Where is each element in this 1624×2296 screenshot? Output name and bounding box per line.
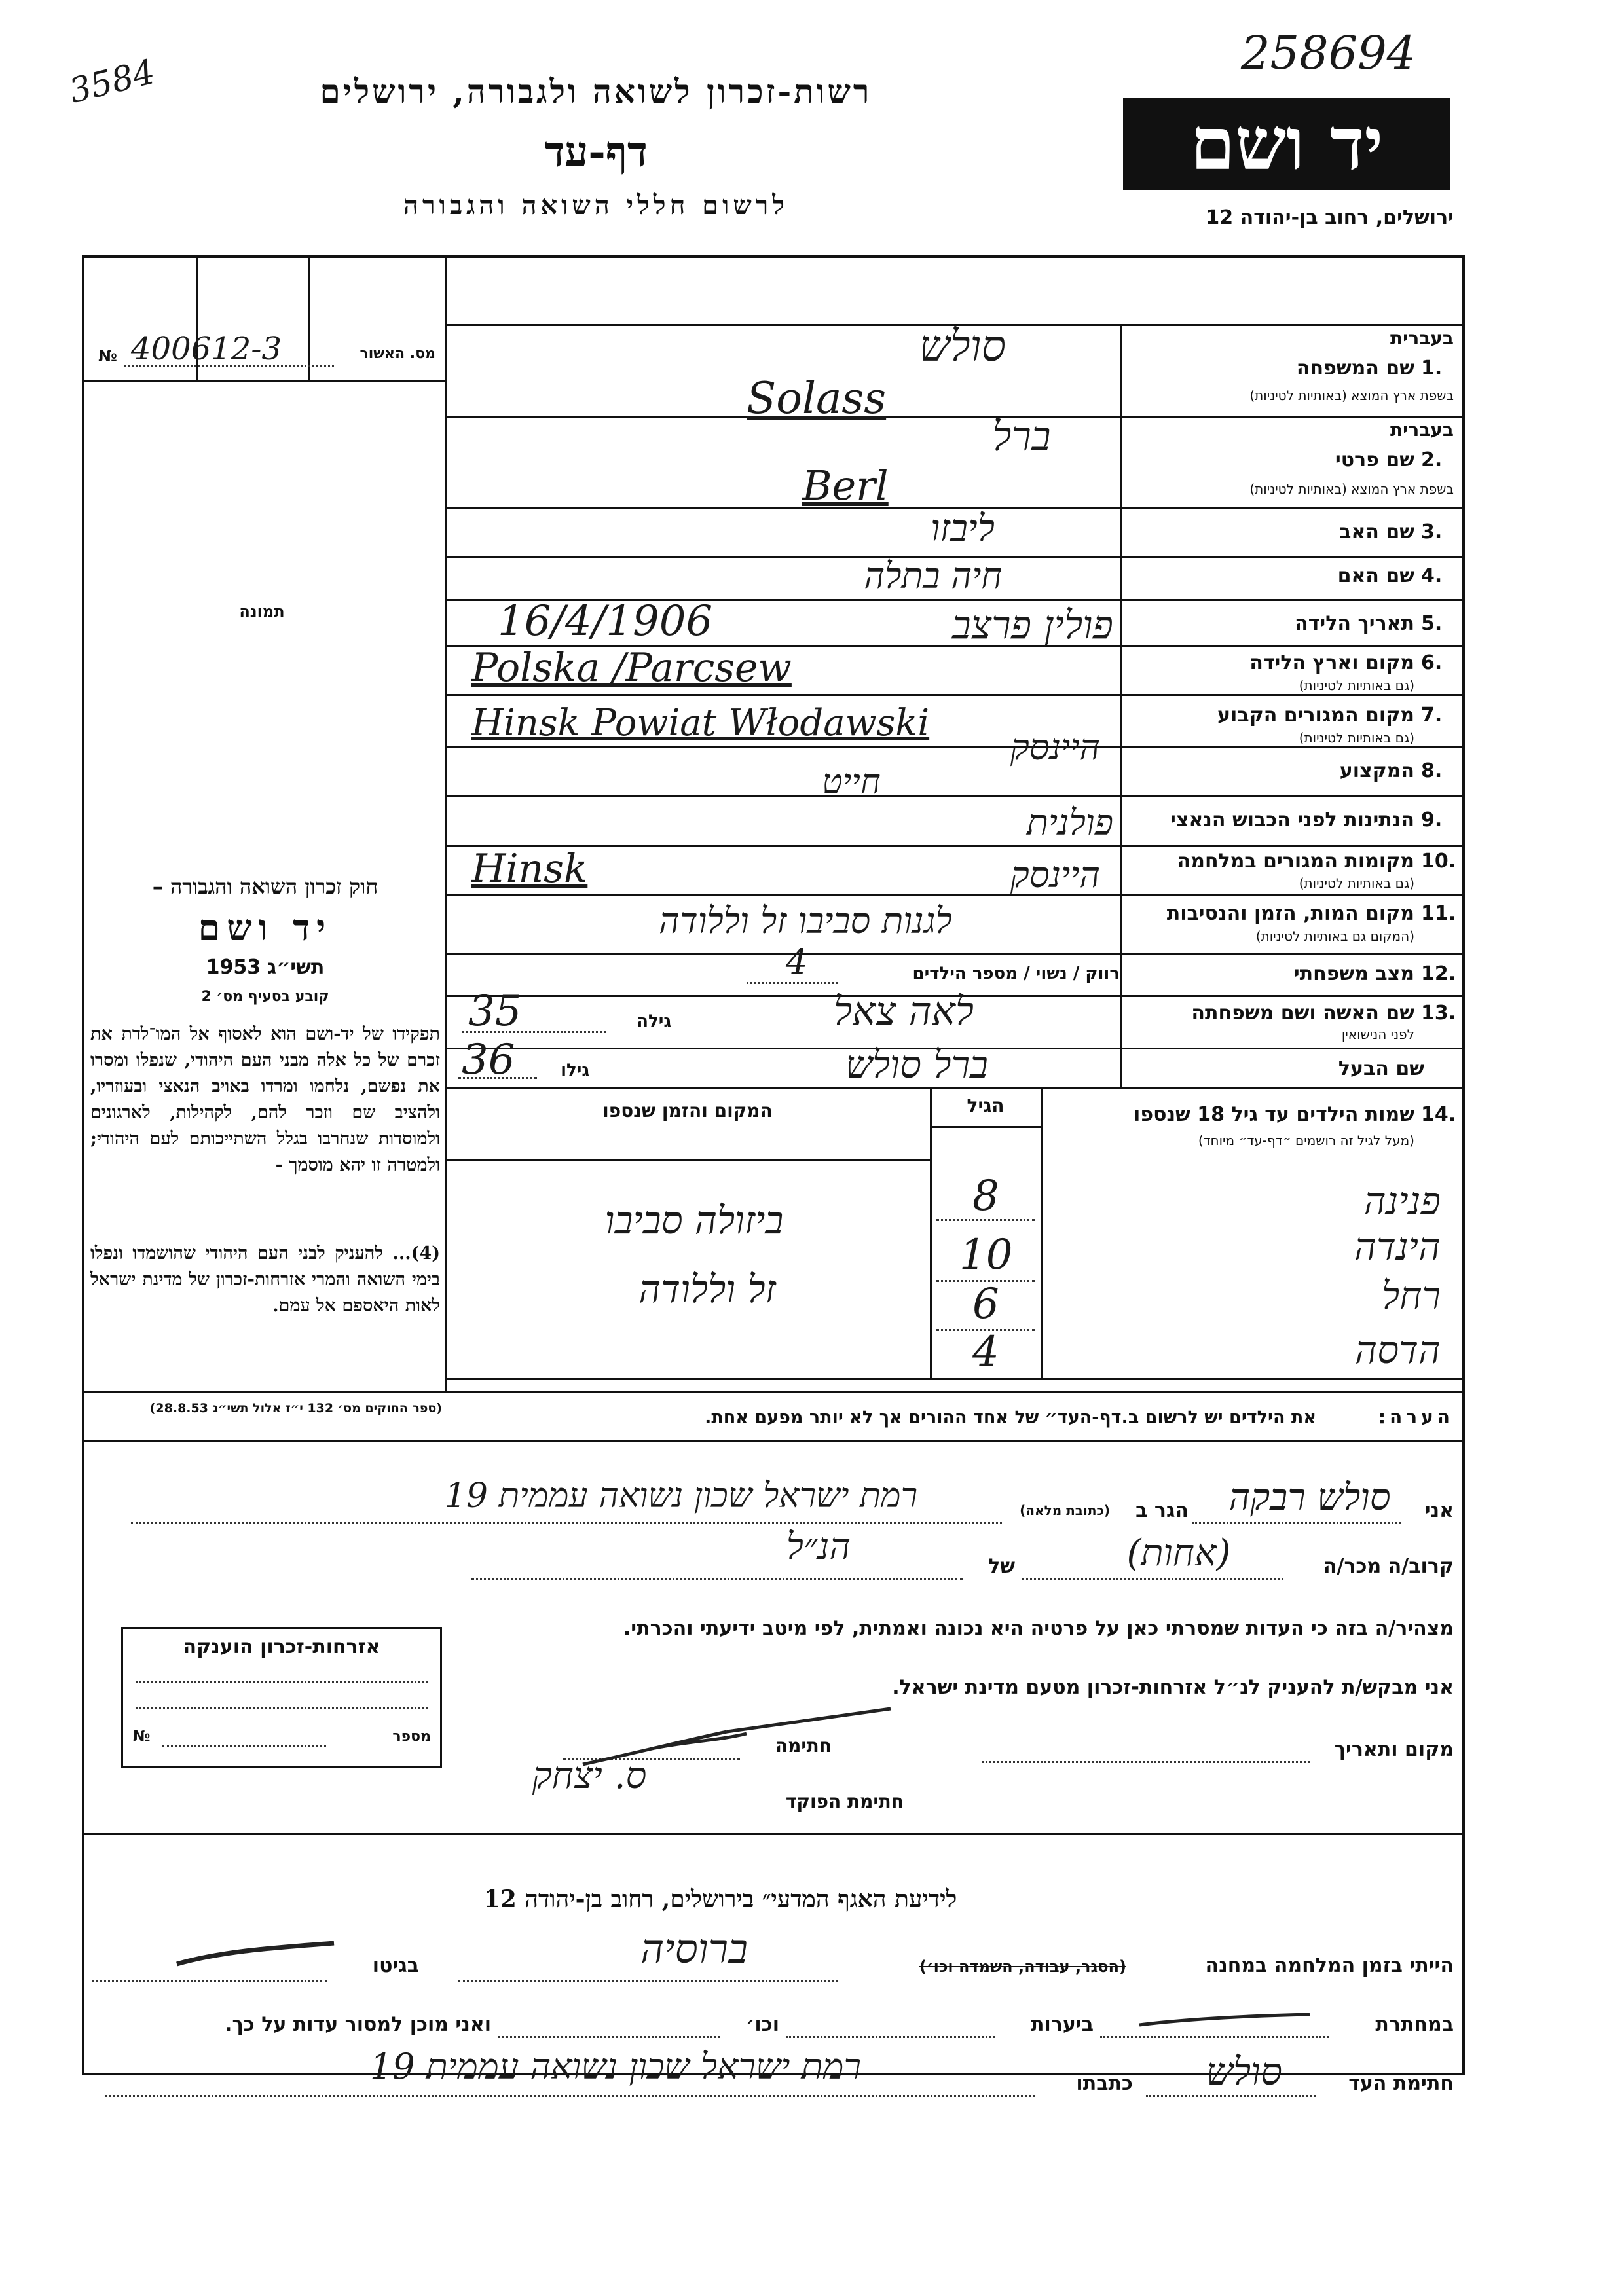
f7-sub: (גם באותיות לטיניות) [1299, 730, 1414, 746]
decl-relative-value[interactable]: (אחות) [1126, 1532, 1231, 1575]
decl-place-date-label: מקום ותאריך [1334, 1738, 1454, 1761]
f13-sub: לפני הנישואין [1341, 1027, 1414, 1042]
child-name[interactable]: הינדה [1354, 1224, 1441, 1269]
child-name[interactable]: רחל [1382, 1273, 1441, 1318]
children-sub: (מעל לגיל זה רושמים ״דף-עד״ מיוחד) [1198, 1133, 1414, 1148]
f1-in-hebrew: בעברית [1390, 327, 1454, 349]
f11-label: מקום המות, הזמן והנסיבות [1166, 902, 1414, 925]
info-during-war: הייתי בזמן המלחמה במחנה [1205, 1954, 1454, 1977]
f6-value-latin[interactable]: Polska /Parcsew [471, 645, 792, 691]
f12-label: מצב משפחתי [1293, 962, 1414, 985]
info-etc-label: וכו׳ [746, 2013, 779, 2036]
f3-value[interactable]: ליבזו [931, 507, 995, 550]
decl-of-label: של [988, 1555, 1015, 1578]
f9-value[interactable]: פולנית [1026, 802, 1113, 843]
f6-sub: (גם באותיות לטיניות) [1299, 678, 1414, 693]
decl-lives-label: הגר ב [1135, 1499, 1189, 1522]
f11-num: 11. [1421, 902, 1456, 925]
info-partisan-label: במחתרת [1375, 2013, 1454, 2036]
f3-num: 3. [1421, 520, 1443, 543]
header-address: ירושלים, רחוב בן-יהודה 12 [1206, 206, 1454, 229]
f12-options: רווק / נשוי / מספר הילדים [912, 964, 1120, 983]
law-text-1: תפקידו של יד-ושם הוא לאסוף אל המו־לדת את זכרם של כל אלה מבני העם היהודי, שנפלו ומסרו את נפשם, נלחמו ומרדו באויב הנאצי ובעוזריו, ולהציב שם וזכר להם, לקהילות, לארגונים ולמוסדות שנחרבו בגלל השתייכותם לעם היהודי; ולמטרה זו יהא מוסמך - [90, 1024, 440, 1175]
child-age[interactable]: 6 [972, 1280, 999, 1328]
law-ref: (ספר החוקים מס׳ 132 י״ז אלול תשי״ג 28.8.53) [149, 1401, 442, 1415]
decl-address-value[interactable]: רמת ישראל שכון נשואה עממית 19 [444, 1476, 918, 1516]
ghetto-dash [170, 1938, 341, 1977]
f10-value-latin[interactable]: Hinsk [471, 846, 588, 892]
f5-value[interactable]: 16/4/1906 [498, 597, 713, 646]
f2-value-he[interactable]: ברל [992, 412, 1051, 460]
info-witness-addr-label: כתבתו [1076, 2072, 1133, 2095]
husband-age[interactable]: 36 [462, 1036, 515, 1084]
decl-i-value[interactable]: סולש רבקה [1228, 1476, 1391, 1519]
info-during-war-value[interactable]: ברוסיה [640, 1925, 748, 1973]
info-forests-label: ביערות [1031, 2013, 1094, 2036]
f1-value-latin[interactable]: Solass [747, 373, 887, 424]
citizenship-number-prefix: № [133, 1728, 151, 1745]
citizenship-box [121, 1627, 442, 1768]
f7-value-latin[interactable]: Hinsk Powiat Włodawski [471, 702, 930, 744]
f5-num: 5. [1421, 612, 1443, 635]
f7-value-he[interactable]: היינסק [1010, 727, 1100, 768]
child-age[interactable]: 8 [972, 1172, 999, 1220]
child-age[interactable]: 10 [959, 1231, 1013, 1279]
f13-num: 13. [1421, 1002, 1456, 1025]
f10-label: מקומות המגורים במלחמה [1177, 850, 1414, 873]
decl-request: אני מבקש/ת להעניק לנ״ל אזרחות-זכרון מטעם מדינת ישראל. [892, 1676, 1454, 1699]
f14-num: 14. [1421, 1103, 1456, 1126]
decl-signature-label: חתימה [775, 1735, 832, 1757]
f4-value[interactable]: חיה בתלה [864, 555, 1003, 596]
info-witness-sig-value[interactable]: סולש [1206, 2049, 1283, 2094]
children-title: שמות הילדים עד גיל 18 שנספו [1134, 1103, 1414, 1126]
husband-value[interactable]: ברל סולש [845, 1042, 989, 1087]
photo-label: תמונה [239, 602, 285, 621]
f1-value-he[interactable]: סולש [919, 321, 1006, 371]
f9-label: הנתינות לפני הכבוש הנאצי [1170, 809, 1414, 831]
f6-label: מקום וארץ הלידה [1249, 651, 1414, 674]
decl-relative-label: קרוב/ה מכר/ה [1323, 1555, 1454, 1578]
decl-of-value[interactable]: הנ״ל [786, 1525, 851, 1568]
f1-sub: בשפת ארץ המוצא (באותיות לטיניות) [1249, 388, 1454, 403]
child-age[interactable]: 4 [972, 1328, 999, 1376]
f12-children[interactable]: 4 [786, 943, 808, 982]
children-place-header: המקום והזמן שנספו [602, 1100, 773, 1121]
f13-label: שם האשה ושם משפחתה [1191, 1002, 1414, 1025]
note-label: הערה: [1378, 1406, 1454, 1428]
f2-value-latin[interactable]: Berl [802, 462, 889, 509]
f11-value[interactable]: לגנות סביבו זל וללודה [659, 900, 952, 941]
info-witness-sig-label: חתימת העד [1348, 2072, 1454, 2095]
info-ghetto-label: בגיטו [372, 1954, 419, 1977]
citizenship-title: אזרחות-זכרון הוענקה [183, 1635, 380, 1658]
cert-label: מס. האשור [360, 346, 435, 362]
f12-num: 12. [1421, 962, 1456, 985]
law-year: תשי״ג 1953 [206, 956, 325, 979]
child-place[interactable]: ביזולה סביבו [604, 1198, 784, 1243]
f13-age[interactable]: 35 [468, 987, 522, 1036]
note-text: את הילדים יש לרשום ב.דף-העד״ של אחד ההורים אך לא יותר מפעם אחת. [705, 1408, 1316, 1428]
f4-label: שם האם [1337, 564, 1414, 587]
form-title: דף-עד [544, 128, 648, 177]
f10-value-he[interactable]: היינסק [1010, 854, 1100, 896]
f2-num: 2. [1421, 448, 1443, 471]
law-clause: קובע בסעיף מס׳ 2 [201, 989, 329, 1005]
logo-text: יד ושם [1190, 101, 1384, 186]
f1-label: שם המשפחה [1296, 357, 1414, 380]
org-name: רשות-זכרון לשואה ולגבורה, ירושלים [320, 72, 872, 111]
f13-age-label: גילה [637, 1011, 671, 1031]
f8-num: 8. [1421, 759, 1443, 782]
child-place[interactable]: זל וללודה [638, 1267, 776, 1311]
yad-vashem-logo [1123, 98, 1450, 190]
corner-number: 3584 [65, 52, 159, 112]
decl-officer-label: חתימת הפוקד [785, 1791, 904, 1812]
f1-num: 1. [1421, 357, 1443, 380]
f4-num: 4. [1421, 564, 1443, 587]
info-witness-addr-value[interactable]: רמת ישראל שכון נשואה עממית 19 [369, 2046, 862, 2087]
f5-label: תאריך הלידה [1295, 612, 1414, 635]
f2-sub: בשפת ארץ המוצא (באותיות לטיניות) [1249, 481, 1454, 497]
info-willing: ואני מוכן למסור עדות על כך. [225, 2013, 491, 2036]
child-name[interactable]: פנינה [1363, 1178, 1441, 1223]
husband-age-label: גילו [561, 1061, 589, 1080]
children-age-header: הגיל [967, 1095, 1005, 1116]
f7-label: מקום המגורים הקבוע [1217, 704, 1414, 727]
f11-sub: (המקום גם באותיות לטיניות) [1255, 928, 1414, 944]
decl-officer-value[interactable]: ס. יצחק [532, 1755, 647, 1797]
citizenship-number-label: מספר [392, 1728, 431, 1745]
f2-in-hebrew: בעברית [1390, 419, 1454, 441]
file-number: 258694 [1241, 26, 1416, 80]
decl-statement: מצהיר/ה בזה כי העדות שמסרתי כאן על פרטיה היא נכונה ואמתית, לפי מיטב ידיעתי והכרתי. [623, 1617, 1454, 1640]
cert-prefix: № [98, 347, 117, 365]
decl-i-label: אני [1424, 1499, 1454, 1522]
f6-value-he[interactable]: פולין פרצב [951, 602, 1113, 648]
cert-number: 400612-3 [131, 331, 282, 367]
f3-label: שם האב [1339, 520, 1414, 543]
law-text-2: (4)... להעניק לבני העם היהודי שהושמדו ונפלו בימי השואה והמרי אזרחות-זכרון של מדינת ישראל לאות היאספם אל עמם. [90, 1243, 440, 1316]
f10-sub: (גם באותיות לטיניות) [1299, 875, 1414, 891]
info-title: לידיעת האגף המדעי״ בירושלים, רחוב בן-יהודה 12 [483, 1886, 957, 1913]
f2-label: שם פרטי [1335, 448, 1414, 471]
f7-num: 7. [1421, 704, 1443, 727]
f9-num: 9. [1421, 809, 1443, 831]
info-during-war-hint: (הסגר, עבודה, השמדה וכו׳) [919, 1958, 1126, 1976]
child-name[interactable]: הדסה [1355, 1328, 1441, 1372]
f13-value[interactable]: לאה צאל [834, 989, 974, 1034]
partisan-dash [1133, 2007, 1316, 2033]
law-name: יד ושם [198, 907, 333, 949]
f8-value[interactable]: חייט [822, 763, 881, 802]
decl-address-hint: (כתובת מלאה) [1020, 1503, 1110, 1518]
f6-num: 6. [1421, 651, 1443, 674]
form-subtitle: לרשום חללי השואה והגבורה [403, 190, 789, 221]
f10-num: 10. [1421, 850, 1456, 873]
husband-label: שם הבעל [1338, 1057, 1424, 1080]
law-title: חוק זכרון השואה והגבורה – [152, 874, 378, 899]
f8-label: המקצוע [1339, 759, 1414, 782]
